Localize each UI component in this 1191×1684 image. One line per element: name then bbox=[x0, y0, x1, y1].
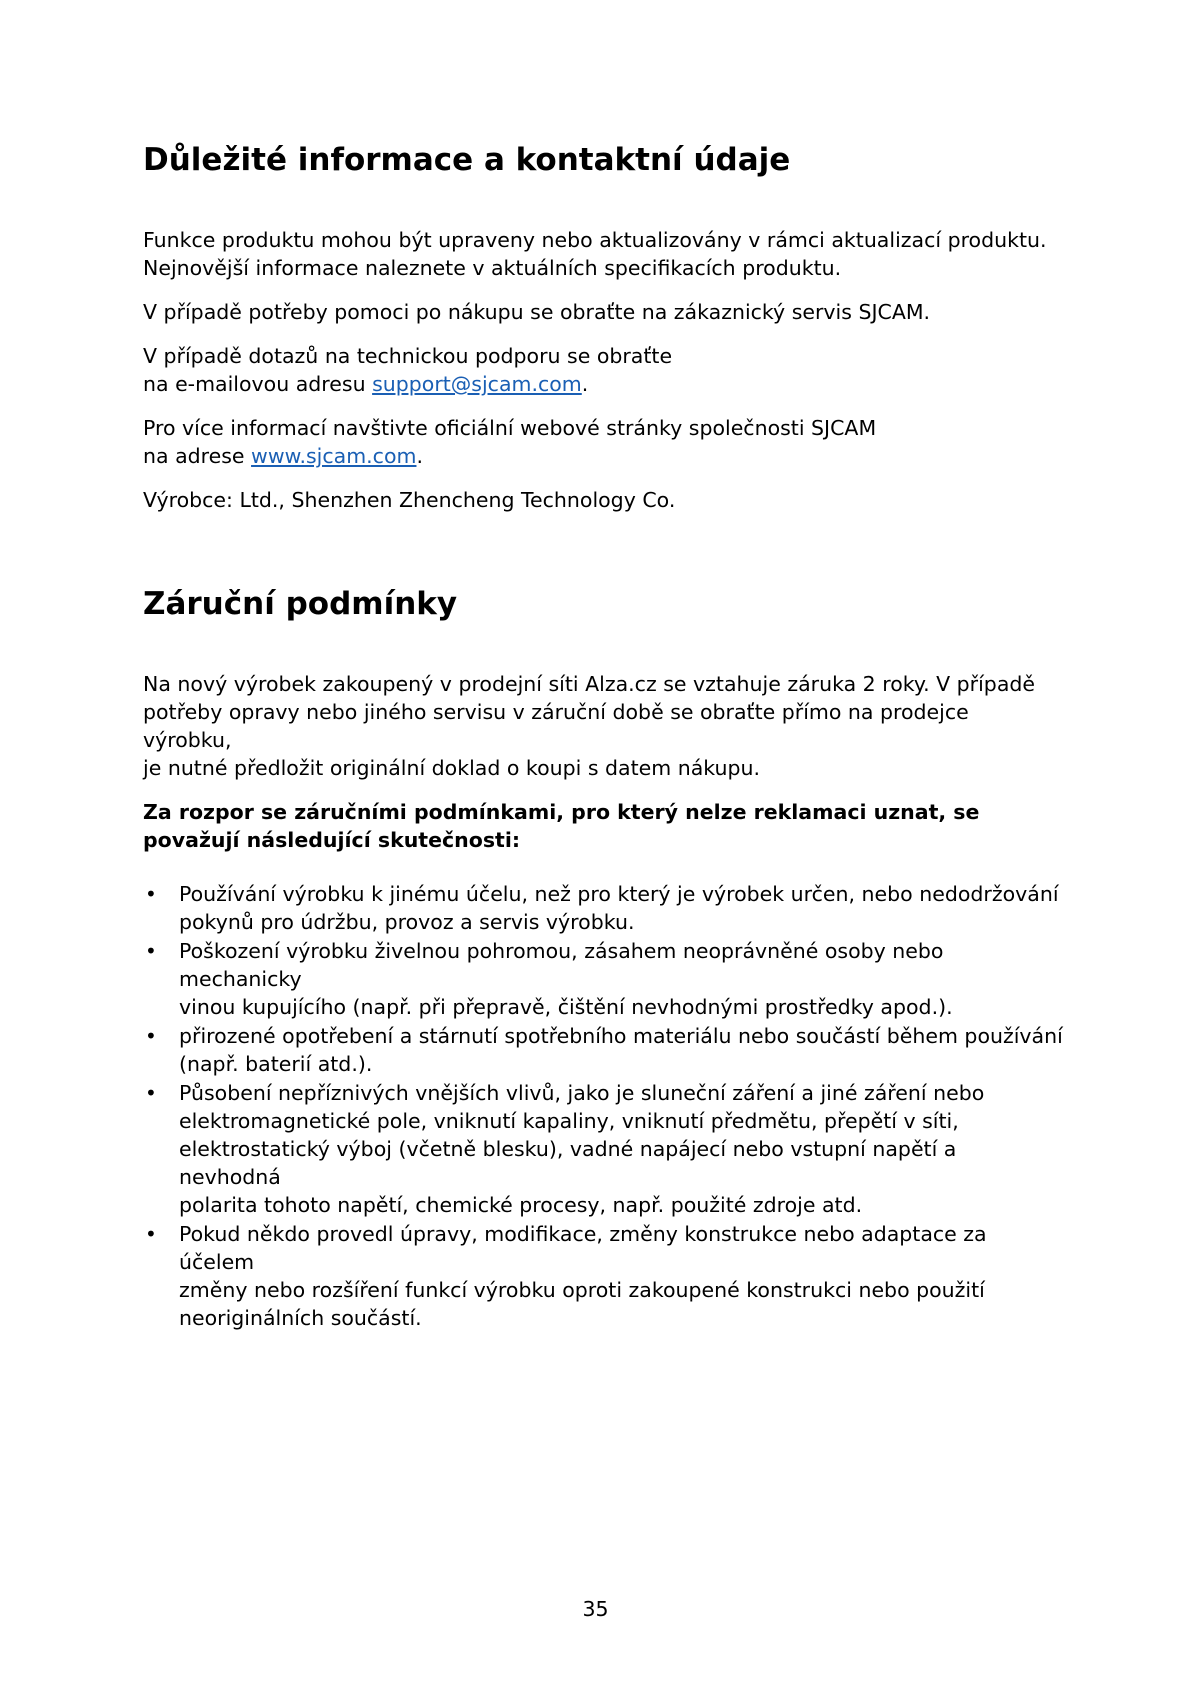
list-item-text-line: neoriginálních součástí. bbox=[179, 1306, 422, 1330]
paragraph-warranty-exclusions-intro bbox=[143, 798, 1063, 854]
list-item-text-line: elektrostatický výboj (včetně blesku), vadné napájecí nebo vstupní napětí a nevhodná bbox=[179, 1137, 957, 1189]
page-content bbox=[143, 140, 1063, 1333]
bullet-icon: • bbox=[145, 939, 157, 963]
bullet-icon: • bbox=[145, 882, 157, 906]
list-item-text-line: Používání výrobku k jinému účelu, než pro který je výrobek určen, nebo nedodržování bbox=[179, 882, 1059, 906]
list-item-text-line: změny nebo rozšíření funkcí výrobku oproti zakoupené konstrukci nebo použití bbox=[179, 1278, 985, 1302]
list-item bbox=[143, 937, 1063, 1021]
page-number: 35 bbox=[582, 1597, 609, 1621]
punctuation: . bbox=[581, 372, 589, 396]
list-item-text-line: Působení nepříznivých vnějších vlivů, jako je sluneční záření a jiné záření nebo bbox=[179, 1081, 985, 1105]
section-heading-warranty: Záruční podmínky bbox=[143, 586, 458, 622]
bullet-icon: • bbox=[145, 1222, 157, 1246]
list-item-text-line: Pokud někdo provedl úpravy, modifikace, změny konstrukce nebo adaptace za účelem bbox=[179, 1222, 987, 1274]
paragraph-tech-support bbox=[143, 342, 1063, 398]
text-line: Za rozpor se záručními podmínkami, pro který nelze reklamaci uznat, se bbox=[143, 800, 980, 824]
list-item bbox=[143, 1079, 1063, 1219]
paragraph-manufacturer: Výrobce: Ltd., Shenzhen Zhencheng Technology Co. bbox=[143, 488, 676, 512]
warranty-exclusions-list bbox=[143, 880, 1063, 1332]
text-line: na adrese bbox=[143, 444, 252, 468]
text-line: Pro více informací navštivte oficiální webové stránky společnosti SJCAM bbox=[143, 416, 877, 440]
section-heading-important-info: Důležité informace a kontaktní údaje bbox=[143, 142, 791, 178]
paragraph-warranty-terms bbox=[143, 670, 1063, 782]
text-line: Nejnovější informace naleznete v aktuálních specifikacích produktu. bbox=[143, 256, 842, 280]
list-item-text-line: elektromagnetické pole, vniknutí kapaliny, vniknutí předmětu, přepětí v síti, bbox=[179, 1109, 959, 1133]
support-email-link[interactable]: support@sjcam.com bbox=[372, 372, 582, 396]
paragraph-website bbox=[143, 414, 1063, 470]
website-link[interactable]: www.sjcam.com bbox=[251, 444, 417, 468]
text-line: Funkce produktu mohou být upraveny nebo aktualizovány v rámci aktualizací produktu. bbox=[143, 228, 1047, 252]
text-line: V případě dotazů na technickou podporu se obraťte bbox=[143, 344, 673, 368]
list-item bbox=[143, 1220, 1063, 1332]
text-line: na e-mailovou adresu bbox=[143, 372, 373, 396]
list-item-text-line: (např. baterií atd.). bbox=[179, 1052, 373, 1076]
list-item-text-line: Poškození výrobku živelnou pohromou, zásahem neoprávněné osoby nebo mechanicky bbox=[179, 939, 944, 991]
list-item-text-line: polarita tohoto napětí, chemické procesy, např. použité zdroje atd. bbox=[179, 1193, 863, 1217]
text-line: je nutné předložit originální doklad o koupi s datem nákupu. bbox=[143, 756, 761, 780]
paragraph-product-updates bbox=[143, 226, 1063, 282]
list-item bbox=[143, 1022, 1063, 1078]
bullet-icon: • bbox=[145, 1081, 157, 1105]
text-line: považují následující skutečnosti: bbox=[143, 828, 521, 852]
text-line: Na nový výrobek zakoupený v prodejní síti Alza.cz se vztahuje záruka 2 roky. V případě bbox=[143, 672, 1036, 696]
list-item-text-line: přirozené opotřebení a stárnutí spotřebního materiálu nebo součástí během používání bbox=[179, 1024, 1063, 1048]
punctuation: . bbox=[416, 444, 423, 468]
text-line: potřeby opravy nebo jiného servisu v záruční době se obraťte přímo na prodejce výrobku, bbox=[143, 700, 969, 752]
list-item-text-line: vinou kupujícího (např. při přepravě, čištění nevhodnými prostředky apod.). bbox=[179, 995, 953, 1019]
list-item bbox=[143, 880, 1063, 936]
list-item-text-line: pokynů pro údržbu, provoz a servis výrobku. bbox=[179, 910, 635, 934]
paragraph-customer-service: V případě potřeby pomoci po nákupu se obraťte na zákaznický servis SJCAM. bbox=[143, 300, 931, 324]
bullet-icon: • bbox=[145, 1024, 157, 1048]
